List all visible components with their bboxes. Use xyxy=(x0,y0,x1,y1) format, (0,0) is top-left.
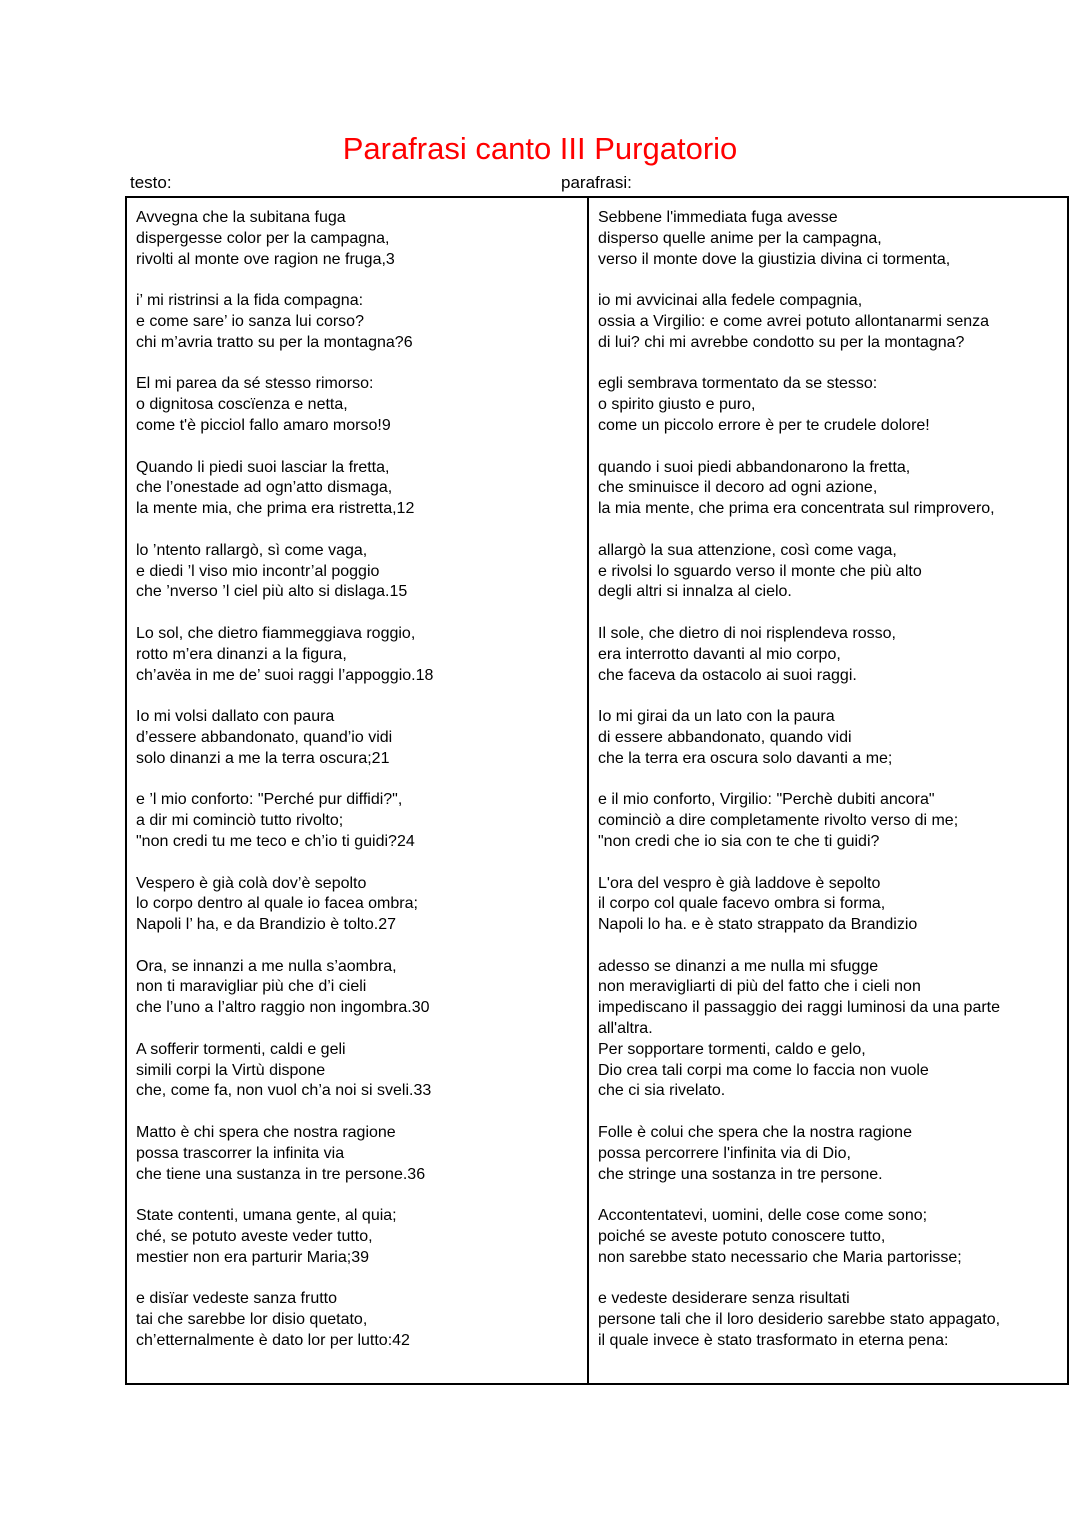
parafrasi-line: ossia a Virgilio: e come avrei potuto allontanarmi senza xyxy=(598,312,990,330)
testo-line: rotto m’era dinanzi a la figura, xyxy=(136,645,347,663)
testo-line: chi m’avria tratto su per la montagna?6 xyxy=(136,333,413,351)
testo-stanza xyxy=(136,957,581,1019)
parafrasi-line: che faceva da ostacolo ai suoi raggi. xyxy=(598,666,857,684)
testo-line: Quando li piedi suoi lasciar la fretta, xyxy=(136,458,390,476)
testo-stanza xyxy=(136,541,581,603)
testo-stanza xyxy=(136,1123,581,1185)
testo-line: simili corpi la Virtù dispone xyxy=(136,1061,326,1079)
parafrasi-stanza xyxy=(598,957,1063,1040)
testo-line: Matto è chi spera che nostra ragione xyxy=(136,1124,396,1142)
testo-line: State contenti, umana gente, al quia; xyxy=(136,1207,397,1225)
testo-line: d’essere abbandonato, quand’io vidi xyxy=(136,728,393,746)
parafrasi-line: che ci sia rivelato. xyxy=(598,1082,726,1100)
parafrasi-line: persone tali che il loro desiderio sarebbe stato appagato, xyxy=(598,1311,1001,1329)
testo-line: lo ’ntento rallargò, sì come vaga, xyxy=(136,541,368,559)
testo-line: Lo sol, che dietro fiammeggiava roggio, xyxy=(136,624,416,642)
parafrasi-stanza xyxy=(598,458,1063,520)
testo-stanza xyxy=(136,874,581,936)
parafrasi-line: Io mi girai da un lato con la paura xyxy=(598,708,835,726)
parafrasi-line: come un piccolo errore è per te crudele dolore! xyxy=(598,416,930,434)
testo-line: rivolti al monte ove ragion ne fruga,3 xyxy=(136,250,395,268)
parafrasi-line: egli sembrava tormentato da se stesso: xyxy=(598,375,878,393)
testo-line: la mente mia, che prima era ristretta,12 xyxy=(136,500,415,518)
parafrasi-line: adesso se dinanzi a me nulla mi sfugge xyxy=(598,957,879,975)
testo-line: o dignitosa coscïenza e netta, xyxy=(136,396,348,414)
testo-stanza xyxy=(136,624,581,686)
page-title: Parafrasi canto III Purgatorio xyxy=(342,131,738,166)
testo-column xyxy=(136,208,581,1373)
testo-stanza xyxy=(136,1206,581,1268)
testo-stanza xyxy=(136,208,581,270)
testo-line: mestier non era parturir Maria;39 xyxy=(136,1248,369,1266)
testo-line: i’ mi ristrinsi a la fida compagna: xyxy=(136,292,364,310)
testo-line: e disïar vedeste sanza frutto xyxy=(136,1290,337,1308)
parafrasi-line: il corpo col quale facevo ombra si forma, xyxy=(598,895,886,913)
testo-line: Napoli l’ ha, e da Brandizio è tolto.27 xyxy=(136,916,397,934)
parafrasi-line: o spirito giusto e puro, xyxy=(598,396,756,414)
parafrasi-stanza xyxy=(598,541,1063,603)
parafrasi-line: Sebbene l'immediata fuga avesse xyxy=(598,209,838,226)
testo-line: non ti maravigliar più che d’i cieli xyxy=(136,978,367,996)
parafrasi-line: quando i suoi piedi abbandonarono la fretta, xyxy=(598,458,911,476)
parafrasi-line: che la terra era oscura solo davanti a me; xyxy=(598,749,893,767)
testo-line: che l’uno a l’altro raggio non ingombra.30 xyxy=(136,999,430,1017)
parafrasi-line: non sarebbe stato necessario che Maria partorisse; xyxy=(598,1248,962,1266)
parafrasi-stanza xyxy=(598,624,1063,686)
testo-stanza xyxy=(136,374,581,436)
parafrasi-line: e il mio conforto, Virgilio: "Perchè dubiti ancora" xyxy=(598,791,935,809)
testo-line: che ’nverso ’l ciel più alto si dislaga.15 xyxy=(136,583,408,601)
parafrasi-line: Il sole, che dietro di noi risplendeva rosso, xyxy=(598,624,896,642)
parafrasi-line: che sminuisce il decoro ad ogni azione, xyxy=(598,479,878,497)
testo-stanza xyxy=(136,458,581,520)
parafrasi-line: Accontentatevi, uomini, delle cose come sono; xyxy=(598,1207,928,1225)
parafrasi-line: il quale invece è stato trasformato in eterna pena: xyxy=(598,1332,949,1350)
parafrasi-line: degli altri si innalza al cielo. xyxy=(598,583,792,601)
parafrasi-stanza xyxy=(598,1123,1063,1185)
parafrasi-stanza xyxy=(598,374,1063,436)
testo-line: "non credi tu me teco e ch’io ti guidi?24 xyxy=(136,832,415,850)
parafrasi-line: io mi avvicinai alla fedele compagnia, xyxy=(598,292,863,310)
parafrasi-line: "non credi che io sia con te che ti guidi? xyxy=(598,832,880,850)
parafrasi-stanza xyxy=(598,208,1063,270)
parafrasi-stanza xyxy=(598,1289,1063,1351)
testo-line: possa trascorrer la infinita via xyxy=(136,1144,345,1162)
parafrasi-line: verso il monte dove la giustizia divina ci tormenta, xyxy=(598,250,951,268)
parafrasi-line: impediscano il passaggio dei raggi luminosi da una parte xyxy=(598,999,1001,1017)
parafrasi-line: cominciò a dire completamente rivolto verso di me; xyxy=(598,812,959,830)
parafrasi-line: Per sopportare tormenti, caldo e gelo, xyxy=(598,1040,866,1058)
parafrasi-stanza xyxy=(598,1040,1063,1102)
testo-line: che l’onestade ad ogn’atto dismaga, xyxy=(136,479,393,497)
testo-line: ch’etternalmente è dato lor per lutto:42 xyxy=(136,1332,410,1350)
column-label-testo: testo: xyxy=(130,173,172,192)
parafrasi-stanza xyxy=(598,874,1063,936)
testo-stanza xyxy=(136,707,581,769)
testo-line: A sofferir tormenti, caldi e geli xyxy=(136,1040,346,1058)
testo-line: Io mi volsi dallato con paura xyxy=(136,708,335,726)
parafrasi-line: di lui? chi mi avrebbe condotto su per la montagna? xyxy=(598,333,965,351)
testo-stanza xyxy=(136,1040,581,1102)
parafrasi-line: L'ora del vespro è già laddove è sepolto xyxy=(598,874,881,892)
testo-line: che, come fa, non vuol ch’a noi si sveli.33 xyxy=(136,1082,432,1100)
parafrasi-line: poiché se aveste potuto conoscere tutto, xyxy=(598,1228,886,1246)
testo-line: e ’l mio conforto: "Perché pur diffidi?", xyxy=(136,791,403,809)
parafrasi-line: possa percorrere l'infinita via di Dio, xyxy=(598,1144,851,1162)
parafrasi-line: all'altra. xyxy=(598,1020,653,1038)
parafrasi-stanza xyxy=(598,707,1063,769)
parafrasi-line: non meravigliarti di più del fatto che i cieli non xyxy=(598,978,921,996)
column-divider xyxy=(587,196,589,1385)
parafrasi-line: allargò la sua attenzione, così come vaga, xyxy=(598,541,897,559)
parafrasi-column xyxy=(598,208,1063,1373)
parafrasi-stanza xyxy=(598,790,1063,852)
parafrasi-line: Dio crea tali corpi ma come lo faccia non vuole xyxy=(598,1061,929,1079)
parafrasi-line: e rivolsi lo sguardo verso il monte che più alto xyxy=(598,562,922,580)
testo-stanza xyxy=(136,1289,581,1351)
column-label-parafrasi: parafrasi: xyxy=(561,173,632,192)
testo-line: come t'è picciol fallo amaro morso!9 xyxy=(136,416,391,434)
parafrasi-line: era interrotto davanti al mio corpo, xyxy=(598,645,841,663)
testo-line: Avvegna che la subitana fuga xyxy=(136,209,346,226)
parafrasi-stanza xyxy=(598,291,1063,353)
testo-line: Ora, se innanzi a me nulla s’aombra, xyxy=(136,957,397,975)
parafrasi-line: la mia mente, che prima era concentrata sul rimprovero, xyxy=(598,500,995,518)
testo-line: a dir mi cominciò tutto rivolto; xyxy=(136,812,344,830)
testo-line: Vespero è già colà dov’è sepolto xyxy=(136,874,367,892)
testo-line: ch’avëa in me de’ suoi raggi l’appoggio.18 xyxy=(136,666,434,684)
testo-line: ché, se potuto aveste veder tutto, xyxy=(136,1228,373,1246)
parafrasi-line: Napoli lo ha. e è stato strappato da Brandizio xyxy=(598,916,918,934)
parafrasi-stanza xyxy=(598,1206,1063,1268)
parafrasi-line: Folle è colui che spera che la nostra ragione xyxy=(598,1124,912,1142)
testo-line: e diedi ’l viso mio incontr’al poggio xyxy=(136,562,380,580)
parafrasi-line: e vedeste desiderare senza risultati xyxy=(598,1290,850,1308)
testo-line: e come sare’ io sanza lui corso? xyxy=(136,312,364,330)
testo-line: tai che sarebbe lor disio quetato, xyxy=(136,1311,368,1329)
testo-stanza xyxy=(136,790,581,852)
testo-line: dispergesse color per la campagna, xyxy=(136,229,390,247)
parafrasi-line: che stringe una sostanza in tre persone. xyxy=(598,1165,883,1183)
testo-line: che tiene una sustanza in tre persone.36 xyxy=(136,1165,426,1183)
parafrasi-line: di essere abbandonato, quando vidi xyxy=(598,728,852,746)
testo-line: solo dinanzi a me la terra oscura;21 xyxy=(136,749,390,767)
parafrasi-line: disperso quelle anime per la campagna, xyxy=(598,229,882,247)
testo-line: lo corpo dentro al quale io facea ombra; xyxy=(136,895,418,913)
testo-line: El mi parea da sé stesso rimorso: xyxy=(136,375,374,393)
testo-stanza xyxy=(136,291,581,353)
